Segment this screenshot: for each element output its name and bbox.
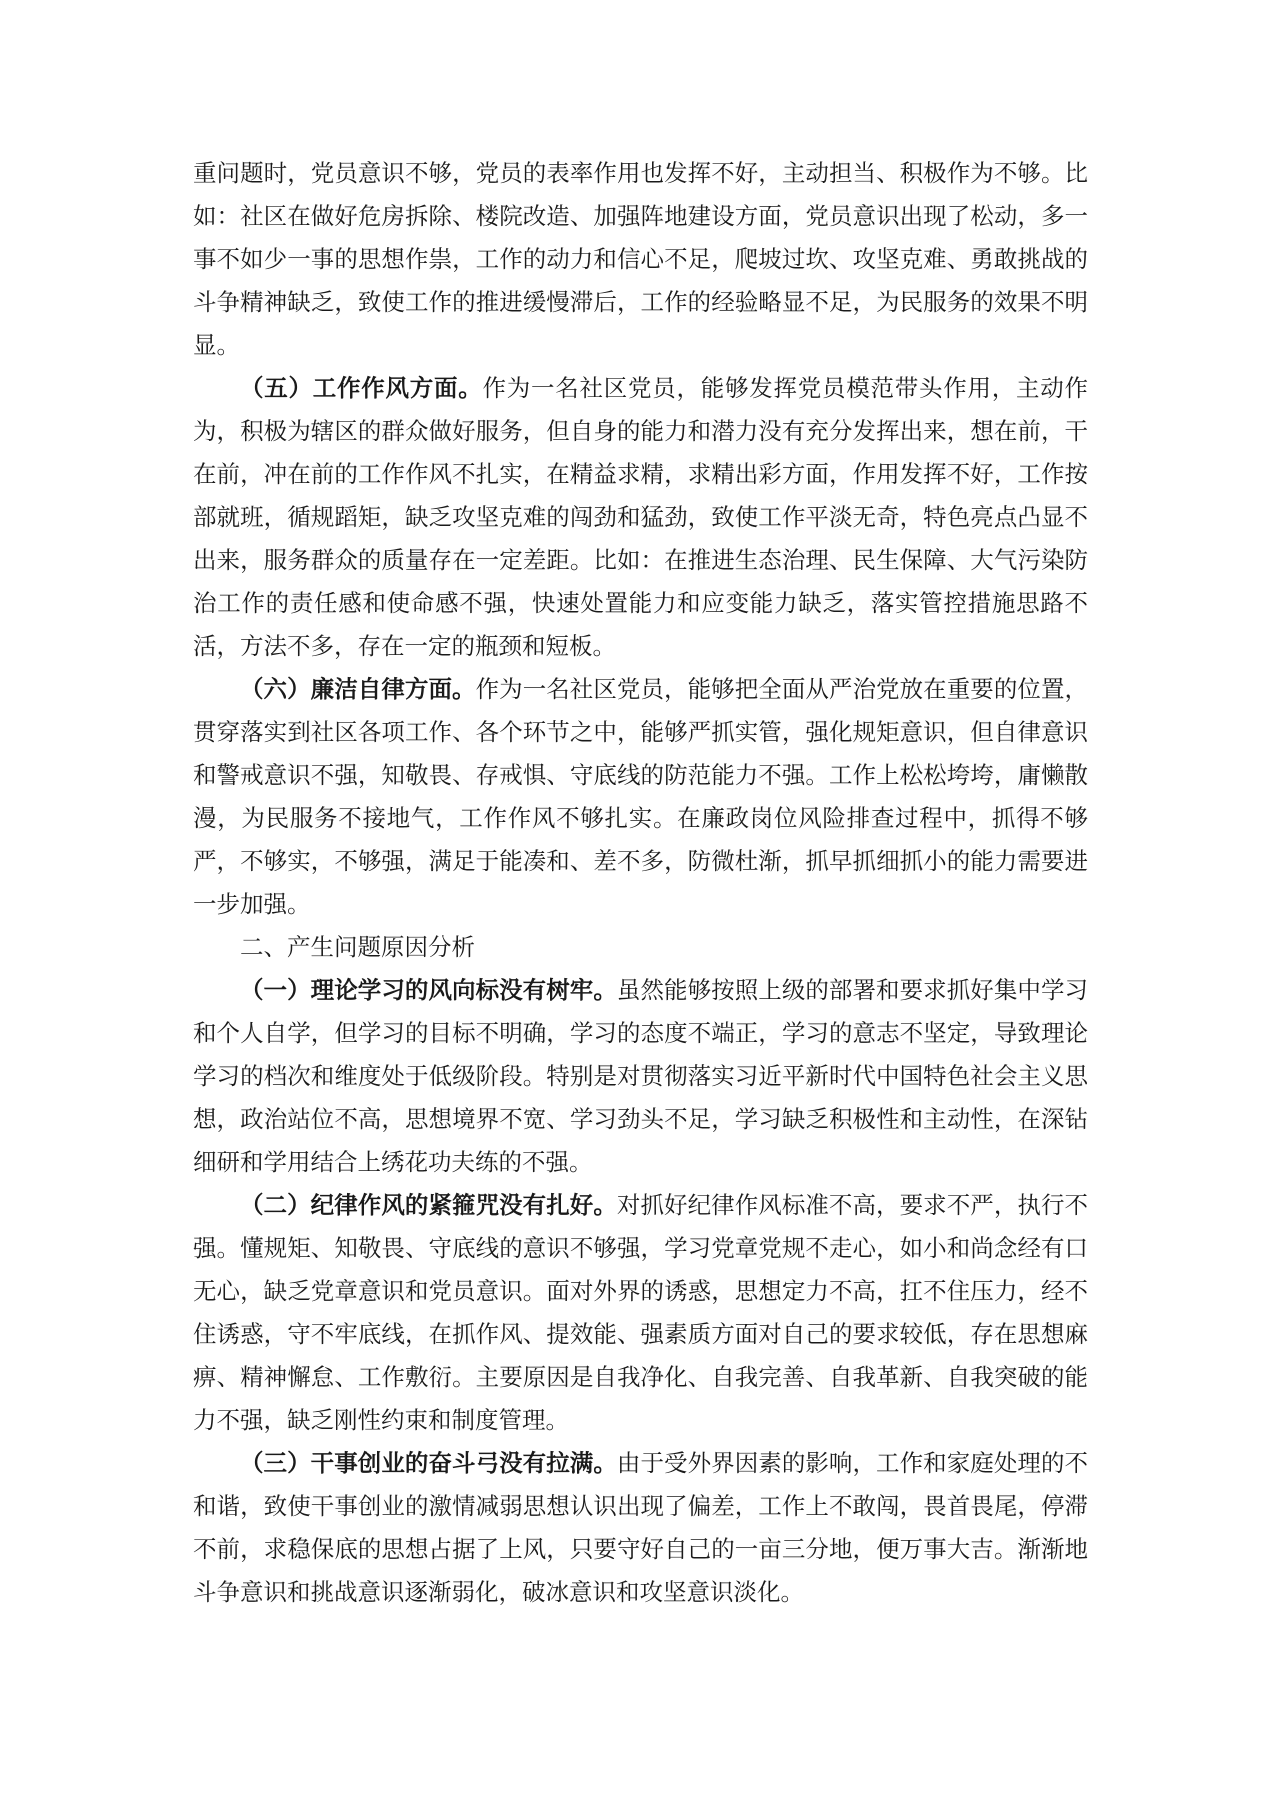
paragraph-integrity bbox=[193, 668, 1088, 926]
paragraph-body: 重问题时，党员意识不够，党员的表率作用也发挥不好，主动担当、积极作为不够。比如：社区在做好危房拆除、楼院改造、加强阵地建设方面，党员意识出现了松动，多一事不如少一事的思想作祟，工作的动力和信心不足，爬坡过坎、攻坚克难、勇敢挑战的斗争精神缺乏，致使工作的推进缓慢滞后，工作的经验略显不足，为民服务的效果不明显。 bbox=[193, 159, 1088, 359]
section-heading: 二、产生问题原因分析 bbox=[240, 933, 475, 961]
paragraph-body: 作为一名社区党员，能够把全面从严治党放在重要的位置，贯穿落实到社区各项工作、各个环节之中，能够严抓实管，强化规矩意识，但自律意识和警戒意识不强，知敬畏、存戒惧、守底线的防范能力不强。工作上松松垮垮，庸懒散漫，为民服务不接地气，工作作风不够扎实。在廉政岗位风险排查过程中，抓得不够严，不够实，不够强，满足于能凑和、差不多，防微杜渐，抓早抓细抓小的能力需要进一步加强。 bbox=[193, 675, 1089, 918]
paragraph-body: 作为一名社区党员，能够发挥党员模范带头作用，主动作为，积极为辖区的群众做好服务，但自身的能力和潜力没有充分发挥出来，想在前，干在前，冲在前的工作作风不扎实，在精益求精，求精出彩方面，作用发挥不好，工作按部就班，循规蹈矩，缺乏攻坚克难的闯劲和猛劲，致使工作平淡无奇，特色亮点凸显不出来，服务群众的质量存在一定差距。比如：在推进生态治理、民生保障、大气污染防治工作的责任感和使命感不强，快速处置能力和应变能力缺乏，落实管控措施思路不活，方法不多，存在一定的瓶颈和短板。 bbox=[193, 374, 1088, 660]
paragraph-body: 由于受外界因素的影响，工作和家庭处理的不和谐，致使干事创业的激情减弱思想认识出现了偏差，工作上不敢闯，畏首畏尾，停滞不前，求稳保底的思想占据了上风，只要守好自己的一亩三分地，便万事大吉。渐渐地斗争意识和挑战意识逐渐弱化，破冰意识和攻坚意识淡化。 bbox=[193, 1449, 1089, 1606]
paragraph-body: 对抓好纪律作风标准不高，要求不严，执行不强。懂规矩、知敬畏、守底线的意识不够强，学习党章党规不走心，如小和尚念经有口无心，缺乏党章意识和党员意识。面对外界的诱惑，思想定力不高，扛不住压力，经不住诱惑，守不牢底线，在抓作风、提效能、强素质方面对自己的要求较低，存在思想麻痹、精神懈怠、工作敷衍。主要原因是自我净化、自我完善、自我革新、自我突破的能力不强，缺乏刚性约束和制度管理。 bbox=[193, 1191, 1089, 1434]
paragraph-lead: （六）廉洁自律方面。 bbox=[240, 675, 476, 703]
paragraph-lead: （二）纪律作风的紧箍咒没有扎好。 bbox=[240, 1191, 617, 1219]
paragraph-lead: （五）工作作风方面。 bbox=[240, 374, 483, 402]
paragraph-continued bbox=[193, 152, 1088, 367]
paragraph-body: 虽然能够按照上级的部署和要求抓好集中学习和个人自学，但学习的目标不明确，学习的态度不端正，学习的意志不坚定，导致理论学习的档次和维度处于低级阶段。特别是对贯彻落实习近平新时代中国特色社会主义思想，政治站位不高，思想境界不宽、学习劲头不足，学习缺乏积极性和主动性，在深钻细研和学用结合上绣花功夫练的不强。 bbox=[193, 976, 1089, 1176]
paragraph-reason-3 bbox=[193, 1442, 1088, 1614]
paragraph-work-style bbox=[193, 367, 1088, 668]
document-page bbox=[193, 152, 1088, 1614]
paragraph-lead: （一）理论学习的风向标没有树牢。 bbox=[240, 976, 617, 1004]
paragraph-reason-2 bbox=[193, 1184, 1088, 1442]
paragraph-lead: （三）干事创业的奋斗弓没有拉满。 bbox=[240, 1449, 617, 1477]
paragraph-reason-1 bbox=[193, 969, 1088, 1184]
